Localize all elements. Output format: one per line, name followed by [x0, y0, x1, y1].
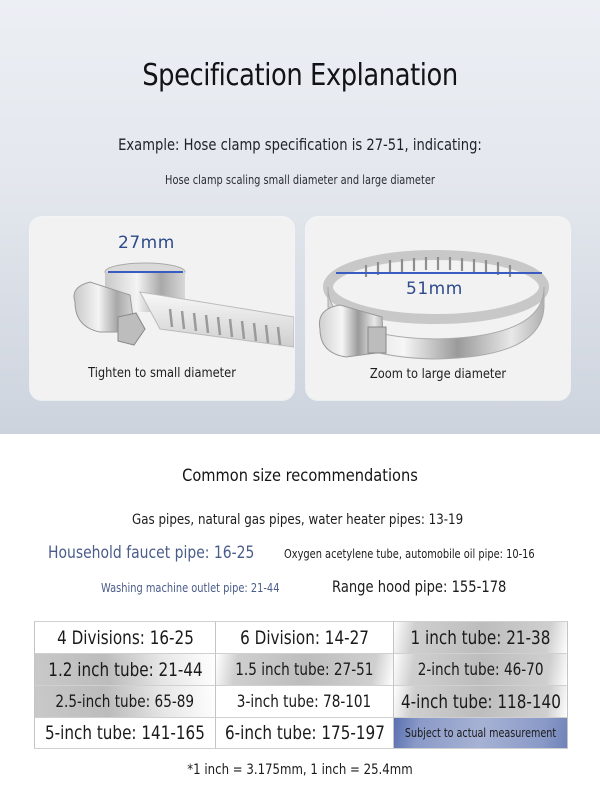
dimension-label-large: 51mm: [406, 279, 463, 299]
rec-household-faucet: Household faucet pipe: 16-25: [48, 543, 255, 563]
table-cell: 6 Division: 14-27: [215, 621, 393, 653]
table-cell: 2.5-inch tube: 65-89: [34, 685, 215, 717]
example-text: Example: Hose clamp specification is 27-51, indicating:: [118, 135, 482, 154]
table-cell: 6-inch tube: 175-197: [215, 717, 393, 749]
caption-tighten: Tighten to small diameter: [88, 366, 236, 381]
table-cell: 5-inch tube: 141-165: [34, 717, 215, 749]
unit-footnote: *1 inch = 3.175mm, 1 inch = 25.4mm: [187, 762, 413, 778]
table-cell: 1.5 inch tube: 27-51: [215, 653, 393, 685]
card-large-diameter: [306, 217, 570, 400]
rec-oxygen-acetylene: Oxygen acetylene tube, automobile oil pipe: 10-16: [284, 547, 535, 561]
table-cell: 4-inch tube: 118-140: [393, 685, 568, 717]
table-cell: 1.2 inch tube: 21-44: [34, 653, 215, 685]
recommendations-title: Common size recommendations: [182, 466, 418, 486]
caption-zoom: Zoom to large diameter: [369, 367, 507, 382]
table-cell-note: Subject to actual measurement: [393, 717, 568, 749]
table-cell: 3-inch tube: 78-101: [215, 685, 393, 717]
table-cell: 4 Divisions: 16-25: [34, 621, 215, 653]
size-table: [34, 621, 568, 749]
card-small-diameter: [30, 217, 294, 400]
subtitle-text: Hose clamp scaling small diameter and large diameter: [165, 173, 435, 187]
rec-gas-pipes: Gas pipes, natural gas pipes, water heater pipes: 13-19: [132, 512, 464, 528]
dimension-label-small: 27mm: [118, 233, 175, 253]
rec-washing-machine: Washing machine outlet pipe: 21-44: [101, 581, 280, 595]
page-title: Specification Explanation: [142, 58, 458, 93]
table-cell: 2-inch tube: 46-70: [393, 653, 568, 685]
table-cell: 1 inch tube: 21-38: [393, 621, 568, 653]
rec-range-hood: Range hood pipe: 155-178: [332, 577, 507, 596]
